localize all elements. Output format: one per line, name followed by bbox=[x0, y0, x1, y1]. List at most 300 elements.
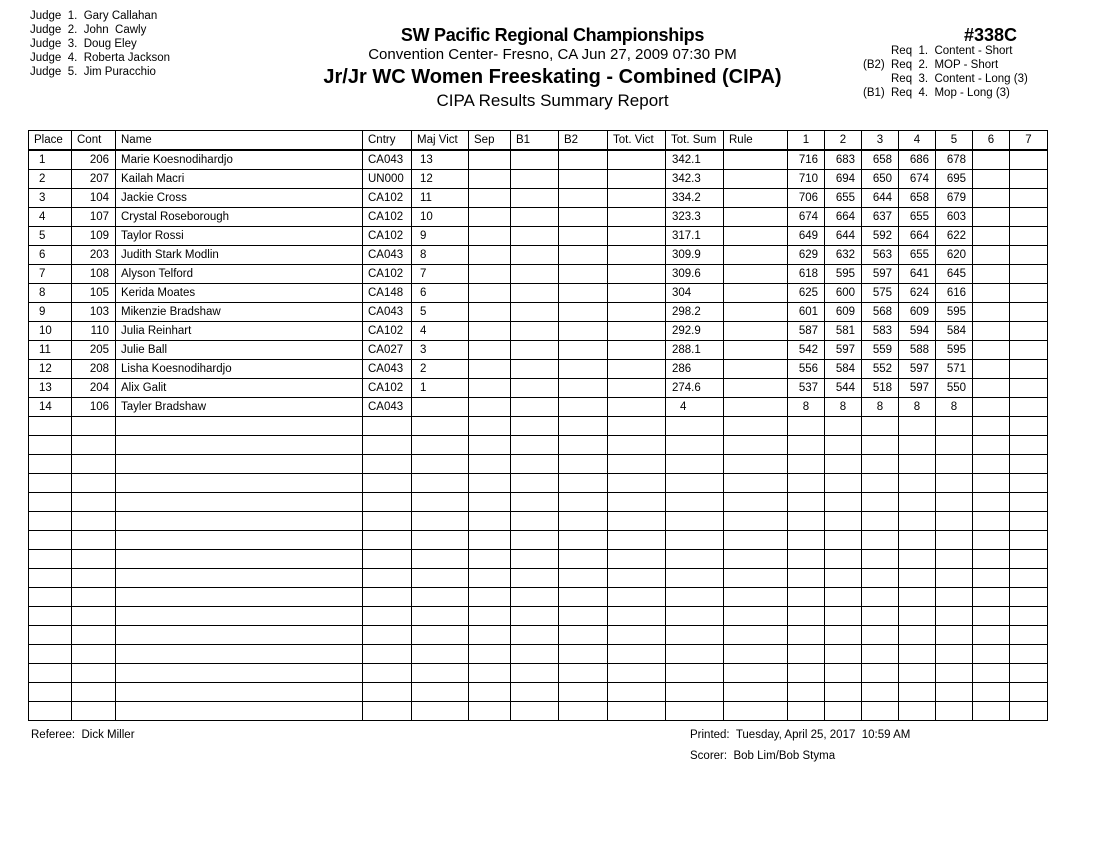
cell-judge-5: 622 bbox=[936, 227, 973, 246]
cell-judge-4: 594 bbox=[899, 322, 936, 341]
empty-cell bbox=[862, 474, 899, 493]
cell-name: Kerida Moates bbox=[116, 284, 363, 303]
cell-judge-1: 716 bbox=[788, 150, 825, 170]
column-header: Name bbox=[116, 131, 363, 151]
empty-cell bbox=[608, 531, 666, 550]
empty-cell bbox=[559, 683, 608, 702]
empty-cell bbox=[608, 455, 666, 474]
empty-cell bbox=[72, 436, 116, 455]
cell-cntry: CA102 bbox=[363, 208, 412, 227]
empty-cell bbox=[973, 588, 1010, 607]
empty-cell bbox=[899, 645, 936, 664]
empty-cell bbox=[788, 512, 825, 531]
cell-judge-3: 563 bbox=[862, 246, 899, 265]
empty-cell bbox=[469, 436, 511, 455]
cell-name: Mikenzie Bradshaw bbox=[116, 303, 363, 322]
empty-row bbox=[29, 436, 1048, 455]
empty-cell bbox=[862, 645, 899, 664]
cell-cont: 208 bbox=[72, 360, 116, 379]
empty-cell bbox=[1010, 702, 1048, 721]
empty-cell bbox=[724, 474, 788, 493]
cell-b1 bbox=[511, 150, 559, 170]
empty-cell bbox=[862, 569, 899, 588]
empty-cell bbox=[608, 512, 666, 531]
empty-cell bbox=[973, 645, 1010, 664]
empty-cell bbox=[936, 569, 973, 588]
empty-cell bbox=[936, 607, 973, 626]
empty-cell bbox=[666, 455, 724, 474]
empty-cell bbox=[973, 493, 1010, 512]
cell-maj-vict: 7 bbox=[412, 265, 469, 284]
empty-cell bbox=[788, 455, 825, 474]
empty-cell bbox=[363, 512, 412, 531]
cell-sep bbox=[469, 208, 511, 227]
empty-cell bbox=[1010, 550, 1048, 569]
empty-cell bbox=[825, 531, 862, 550]
table-row bbox=[29, 379, 1048, 398]
empty-cell bbox=[724, 607, 788, 626]
empty-cell bbox=[825, 455, 862, 474]
empty-cell bbox=[559, 493, 608, 512]
cell-name: Alix Galit bbox=[116, 379, 363, 398]
cell-judge-3: 658 bbox=[862, 150, 899, 170]
empty-cell bbox=[469, 607, 511, 626]
empty-cell bbox=[825, 417, 862, 436]
cell-cont: 206 bbox=[72, 150, 116, 170]
cell-tot-vict bbox=[608, 341, 666, 360]
cell-maj-vict: 4 bbox=[412, 322, 469, 341]
empty-cell bbox=[666, 531, 724, 550]
empty-cell bbox=[899, 607, 936, 626]
empty-cell bbox=[559, 702, 608, 721]
empty-cell bbox=[724, 436, 788, 455]
cell-judge-1: 537 bbox=[788, 379, 825, 398]
printed-date: Printed: Tuesday, April 25, 2017 10:59 AM bbox=[690, 729, 911, 741]
cell-judge-5: 571 bbox=[936, 360, 973, 379]
empty-cell bbox=[825, 550, 862, 569]
empty-cell bbox=[1010, 455, 1048, 474]
referee: Referee: Dick Miller bbox=[31, 729, 135, 741]
empty-cell bbox=[666, 569, 724, 588]
cell-judge-7 bbox=[1010, 170, 1048, 189]
cell-b1 bbox=[511, 360, 559, 379]
column-header: Tot. Sum bbox=[666, 131, 724, 151]
cell-judge-5: 695 bbox=[936, 170, 973, 189]
judge-4: Judge 4. Roberta Jackson bbox=[30, 52, 170, 64]
venue-date: Convention Center- Fresno, CA Jun 27, 2009 07:30 PM bbox=[368, 46, 737, 63]
cell-b2 bbox=[559, 303, 608, 322]
cell-judge-3: 552 bbox=[862, 360, 899, 379]
cell-judge-6 bbox=[973, 150, 1010, 170]
empty-cell bbox=[116, 417, 363, 436]
table-row bbox=[29, 227, 1048, 246]
empty-cell bbox=[363, 455, 412, 474]
cell-b1 bbox=[511, 303, 559, 322]
cell-tot-vict bbox=[608, 150, 666, 170]
empty-cell bbox=[936, 531, 973, 550]
cell-tot-sum: 4 bbox=[666, 398, 724, 417]
empty-cell bbox=[511, 607, 559, 626]
empty-cell bbox=[666, 588, 724, 607]
empty-cell bbox=[29, 474, 72, 493]
cell-judge-2: 600 bbox=[825, 284, 862, 303]
cell-judge-1: 629 bbox=[788, 246, 825, 265]
empty-cell bbox=[72, 531, 116, 550]
cell-judge-4: 641 bbox=[899, 265, 936, 284]
cell-rule bbox=[724, 303, 788, 322]
cell-maj-vict: 3 bbox=[412, 341, 469, 360]
empty-cell bbox=[724, 531, 788, 550]
empty-cell bbox=[608, 436, 666, 455]
empty-cell bbox=[1010, 664, 1048, 683]
cell-tot-sum: 292.9 bbox=[666, 322, 724, 341]
cell-b2 bbox=[559, 341, 608, 360]
cell-b1 bbox=[511, 189, 559, 208]
empty-cell bbox=[973, 569, 1010, 588]
cell-maj-vict: 8 bbox=[412, 246, 469, 265]
empty-cell bbox=[666, 626, 724, 645]
empty-cell bbox=[608, 569, 666, 588]
cell-cont: 204 bbox=[72, 379, 116, 398]
empty-cell bbox=[363, 702, 412, 721]
cell-tot-vict bbox=[608, 170, 666, 189]
empty-cell bbox=[666, 493, 724, 512]
cell-b2 bbox=[559, 360, 608, 379]
cell-rule bbox=[724, 208, 788, 227]
empty-cell bbox=[363, 493, 412, 512]
empty-cell bbox=[724, 645, 788, 664]
empty-row bbox=[29, 531, 1048, 550]
cell-cont: 106 bbox=[72, 398, 116, 417]
empty-cell bbox=[1010, 645, 1048, 664]
table-row bbox=[29, 398, 1048, 417]
empty-cell bbox=[72, 702, 116, 721]
empty-cell bbox=[862, 550, 899, 569]
empty-cell bbox=[608, 626, 666, 645]
cell-place: 2 bbox=[29, 170, 72, 189]
empty-cell bbox=[29, 550, 72, 569]
cell-place: 6 bbox=[29, 246, 72, 265]
cell-judge-7 bbox=[1010, 246, 1048, 265]
cell-judge-7 bbox=[1010, 398, 1048, 417]
empty-cell bbox=[1010, 683, 1048, 702]
cell-judge-4: 658 bbox=[899, 189, 936, 208]
cell-judge-1: 649 bbox=[788, 227, 825, 246]
empty-cell bbox=[862, 626, 899, 645]
cell-judge-6 bbox=[973, 303, 1010, 322]
cell-judge-2: 595 bbox=[825, 265, 862, 284]
cell-judge-1: 587 bbox=[788, 322, 825, 341]
empty-cell bbox=[1010, 626, 1048, 645]
empty-cell bbox=[724, 493, 788, 512]
empty-cell bbox=[936, 512, 973, 531]
cell-sep bbox=[469, 284, 511, 303]
cell-judge-4: 588 bbox=[899, 341, 936, 360]
cell-judge-1: 706 bbox=[788, 189, 825, 208]
cell-rule bbox=[724, 284, 788, 303]
cell-maj-vict bbox=[412, 398, 469, 417]
empty-cell bbox=[412, 550, 469, 569]
cell-b1 bbox=[511, 341, 559, 360]
cell-judge-4: 597 bbox=[899, 360, 936, 379]
cell-b2 bbox=[559, 208, 608, 227]
cell-tot-vict bbox=[608, 246, 666, 265]
table-row bbox=[29, 246, 1048, 265]
empty-cell bbox=[1010, 474, 1048, 493]
empty-cell bbox=[559, 436, 608, 455]
cell-judge-1: 542 bbox=[788, 341, 825, 360]
empty-cell bbox=[511, 417, 559, 436]
cell-judge-5: 595 bbox=[936, 303, 973, 322]
empty-cell bbox=[788, 664, 825, 683]
cell-judge-6 bbox=[973, 322, 1010, 341]
empty-cell bbox=[72, 455, 116, 474]
empty-cell bbox=[608, 493, 666, 512]
cell-judge-7 bbox=[1010, 189, 1048, 208]
cell-name: Lisha Koesnodihardjo bbox=[116, 360, 363, 379]
cell-judge-5: 595 bbox=[936, 341, 973, 360]
empty-cell bbox=[29, 664, 72, 683]
cell-judge-7 bbox=[1010, 227, 1048, 246]
empty-cell bbox=[412, 531, 469, 550]
cell-tot-sum: 309.6 bbox=[666, 265, 724, 284]
empty-cell bbox=[559, 588, 608, 607]
empty-cell bbox=[412, 664, 469, 683]
cell-cntry: CA102 bbox=[363, 189, 412, 208]
cell-judge-7 bbox=[1010, 379, 1048, 398]
empty-cell bbox=[973, 626, 1010, 645]
cell-judge-5: 645 bbox=[936, 265, 973, 284]
cell-judge-2: 644 bbox=[825, 227, 862, 246]
cell-rule bbox=[724, 341, 788, 360]
cell-cont: 110 bbox=[72, 322, 116, 341]
empty-cell bbox=[511, 569, 559, 588]
empty-cell bbox=[511, 436, 559, 455]
empty-cell bbox=[724, 702, 788, 721]
cell-rule bbox=[724, 265, 788, 284]
empty-cell bbox=[608, 474, 666, 493]
cell-judge-3: 637 bbox=[862, 208, 899, 227]
empty-cell bbox=[363, 626, 412, 645]
empty-cell bbox=[29, 417, 72, 436]
cell-cont: 207 bbox=[72, 170, 116, 189]
empty-cell bbox=[72, 550, 116, 569]
empty-cell bbox=[608, 588, 666, 607]
cell-judge-6 bbox=[973, 341, 1010, 360]
cell-judge-7 bbox=[1010, 284, 1048, 303]
cell-tot-vict bbox=[608, 322, 666, 341]
event-number: #338C bbox=[964, 25, 1018, 45]
empty-cell bbox=[72, 512, 116, 531]
empty-cell bbox=[788, 493, 825, 512]
empty-cell bbox=[511, 531, 559, 550]
cell-judge-3: 8 bbox=[862, 398, 899, 417]
cell-cntry: UN000 bbox=[363, 170, 412, 189]
empty-cell bbox=[116, 683, 363, 702]
empty-cell bbox=[511, 645, 559, 664]
table-row bbox=[29, 322, 1048, 341]
cell-judge-3: 650 bbox=[862, 170, 899, 189]
column-header: 3 bbox=[862, 131, 899, 151]
empty-cell bbox=[899, 455, 936, 474]
cell-b2 bbox=[559, 379, 608, 398]
cell-judge-2: 544 bbox=[825, 379, 862, 398]
cell-judge-1: 556 bbox=[788, 360, 825, 379]
judge-2: Judge 2. John Cawly bbox=[30, 24, 147, 36]
empty-cell bbox=[825, 569, 862, 588]
empty-cell bbox=[724, 512, 788, 531]
cell-judge-3: 559 bbox=[862, 341, 899, 360]
cell-judge-3: 518 bbox=[862, 379, 899, 398]
cell-maj-vict: 10 bbox=[412, 208, 469, 227]
empty-cell bbox=[412, 645, 469, 664]
cell-cntry: CA043 bbox=[363, 303, 412, 322]
empty-cell bbox=[973, 474, 1010, 493]
empty-cell bbox=[412, 702, 469, 721]
cell-tot-vict bbox=[608, 284, 666, 303]
report-subtitle: CIPA Results Summary Report bbox=[436, 91, 669, 110]
empty-cell bbox=[724, 683, 788, 702]
empty-cell bbox=[469, 455, 511, 474]
cell-b1 bbox=[511, 208, 559, 227]
empty-cell bbox=[788, 626, 825, 645]
empty-cell bbox=[412, 588, 469, 607]
cell-tot-vict bbox=[608, 360, 666, 379]
cell-maj-vict: 11 bbox=[412, 189, 469, 208]
empty-cell bbox=[899, 569, 936, 588]
empty-cell bbox=[72, 626, 116, 645]
empty-cell bbox=[29, 531, 72, 550]
empty-cell bbox=[559, 417, 608, 436]
empty-cell bbox=[511, 512, 559, 531]
cell-judge-4: 609 bbox=[899, 303, 936, 322]
judges-list bbox=[30, 9, 170, 79]
cell-rule bbox=[724, 322, 788, 341]
cell-b2 bbox=[559, 398, 608, 417]
column-header: Rule bbox=[724, 131, 788, 151]
empty-cell bbox=[363, 607, 412, 626]
cell-b1 bbox=[511, 170, 559, 189]
cell-judge-5: 679 bbox=[936, 189, 973, 208]
empty-cell bbox=[412, 455, 469, 474]
table-row bbox=[29, 189, 1048, 208]
empty-cell bbox=[973, 436, 1010, 455]
empty-cell bbox=[116, 607, 363, 626]
cell-b1 bbox=[511, 284, 559, 303]
empty-cell bbox=[899, 588, 936, 607]
cell-sep bbox=[469, 246, 511, 265]
table-header-row bbox=[29, 131, 1048, 151]
empty-cell bbox=[862, 588, 899, 607]
empty-cell bbox=[511, 493, 559, 512]
cell-judge-7 bbox=[1010, 322, 1048, 341]
empty-cell bbox=[973, 550, 1010, 569]
empty-cell bbox=[29, 683, 72, 702]
empty-cell bbox=[116, 512, 363, 531]
cell-tot-sum: 342.1 bbox=[666, 150, 724, 170]
cell-judge-7 bbox=[1010, 150, 1048, 170]
empty-cell bbox=[936, 455, 973, 474]
empty-cell bbox=[363, 550, 412, 569]
cell-judge-4: 8 bbox=[899, 398, 936, 417]
cell-name: Taylor Rossi bbox=[116, 227, 363, 246]
empty-cell bbox=[788, 607, 825, 626]
empty-cell bbox=[469, 474, 511, 493]
cell-rule bbox=[724, 379, 788, 398]
page-title: Jr/Jr WC Women Freeskating - Combined (CIPA) bbox=[323, 66, 782, 88]
empty-cell bbox=[936, 436, 973, 455]
cell-tot-vict bbox=[608, 265, 666, 284]
empty-cell bbox=[936, 683, 973, 702]
table-row bbox=[29, 284, 1048, 303]
results-table bbox=[28, 130, 1048, 721]
cell-b1 bbox=[511, 227, 559, 246]
empty-cell bbox=[412, 626, 469, 645]
cell-place: 4 bbox=[29, 208, 72, 227]
cell-judge-1: 625 bbox=[788, 284, 825, 303]
empty-cell bbox=[363, 664, 412, 683]
empty-cell bbox=[559, 474, 608, 493]
cell-judge-2: 584 bbox=[825, 360, 862, 379]
empty-cell bbox=[825, 474, 862, 493]
cell-tot-vict bbox=[608, 379, 666, 398]
cell-cntry: CA102 bbox=[363, 322, 412, 341]
cell-cont: 107 bbox=[72, 208, 116, 227]
cell-cntry: CA043 bbox=[363, 360, 412, 379]
empty-cell bbox=[788, 588, 825, 607]
empty-row bbox=[29, 702, 1048, 721]
empty-cell bbox=[862, 683, 899, 702]
empty-cell bbox=[363, 569, 412, 588]
table-row bbox=[29, 360, 1048, 379]
empty-cell bbox=[116, 436, 363, 455]
empty-cell bbox=[412, 417, 469, 436]
empty-cell bbox=[825, 607, 862, 626]
empty-cell bbox=[724, 626, 788, 645]
empty-cell bbox=[116, 626, 363, 645]
column-header: 2 bbox=[825, 131, 862, 151]
cell-judge-7 bbox=[1010, 360, 1048, 379]
cell-judge-2: 694 bbox=[825, 170, 862, 189]
cell-judge-4: 655 bbox=[899, 246, 936, 265]
cell-judge-2: 655 bbox=[825, 189, 862, 208]
empty-cell bbox=[559, 626, 608, 645]
cell-tot-sum: 323.3 bbox=[666, 208, 724, 227]
cell-judge-4: 674 bbox=[899, 170, 936, 189]
cell-tot-vict bbox=[608, 208, 666, 227]
empty-cell bbox=[973, 512, 1010, 531]
cell-place: 13 bbox=[29, 379, 72, 398]
cell-sep bbox=[469, 360, 511, 379]
empty-cell bbox=[608, 645, 666, 664]
empty-cell bbox=[511, 455, 559, 474]
cell-maj-vict: 13 bbox=[412, 150, 469, 170]
empty-cell bbox=[29, 569, 72, 588]
empty-cell bbox=[788, 702, 825, 721]
cell-sep bbox=[469, 227, 511, 246]
cell-judge-1: 601 bbox=[788, 303, 825, 322]
cell-sep bbox=[469, 170, 511, 189]
column-header: 7 bbox=[1010, 131, 1048, 151]
empty-cell bbox=[363, 417, 412, 436]
cell-sep bbox=[469, 265, 511, 284]
empty-cell bbox=[666, 417, 724, 436]
cell-sep bbox=[469, 322, 511, 341]
cell-b1 bbox=[511, 322, 559, 341]
cell-judge-2: 597 bbox=[825, 341, 862, 360]
cell-judge-2: 664 bbox=[825, 208, 862, 227]
empty-cell bbox=[29, 588, 72, 607]
